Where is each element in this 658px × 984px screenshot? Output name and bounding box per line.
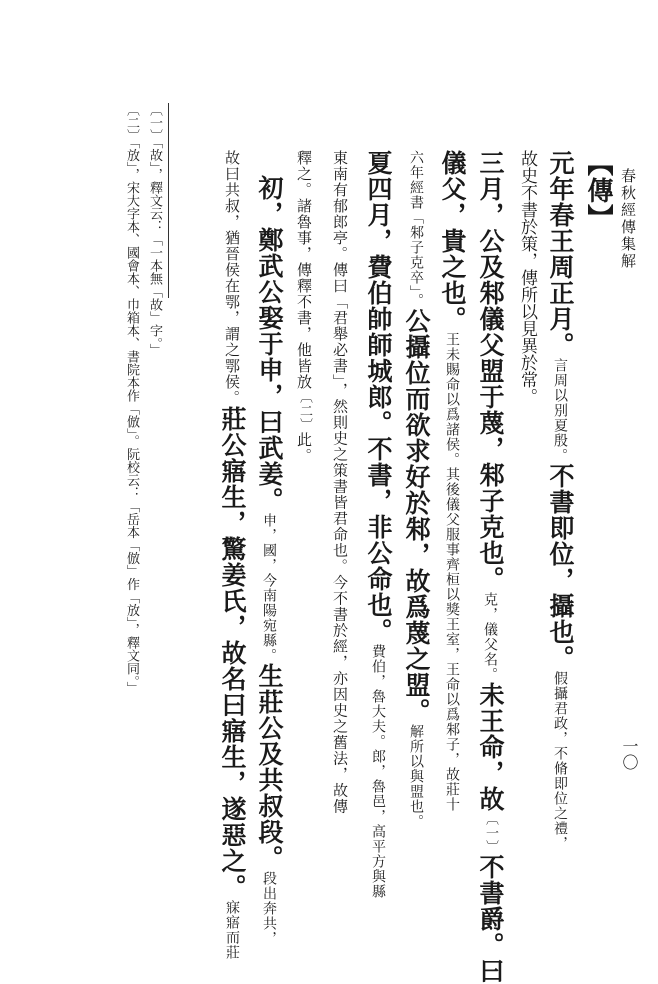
footnote-mark: 〔一〕 [483, 812, 498, 854]
running-head: 春秋經傳集解 [619, 168, 637, 270]
commentary: 申，國，今南陽宛縣。 [261, 513, 277, 663]
commentary: 故曰共叔，猶晉侯在鄂，謂之鄂侯。 [223, 150, 241, 406]
text-column-1 [546, 150, 574, 851]
text-column-2: 故史不書於策，傳所以見異於常。 [517, 150, 537, 405]
commentary: 言周以別夏殷。 [552, 358, 568, 463]
commentary: 王未賜命以爲諸侯。其後儀父服事齊桓以獎王室，王命以爲邾子，故莊十 [444, 332, 460, 812]
section-marker: 【傳】 [583, 150, 613, 231]
text-column-3 [476, 150, 504, 984]
commentary: 解所以與盟也。 [408, 724, 424, 829]
main-text: 元年春王周正月。 [546, 150, 575, 358]
footnote-divider [168, 103, 169, 298]
commentary: 段出奔共， [261, 871, 277, 946]
footnote-mark: 〔二〕 [297, 390, 312, 432]
text-column-7: 東南有郁郎亭。傳曰「君舉必書」，然則史之策書皆君命也。今不書於經，亦因史之舊法，故傳 [331, 150, 349, 815]
commentary: 費伯，魯大夫。郎，魯邑，高平方與縣 [370, 644, 386, 899]
main-text: 莊公寤生，驚姜氏，故名曰寤生，遂惡之。 [218, 406, 247, 900]
text-column-9 [255, 175, 283, 946]
commentary: 六年經書「邾子克卒」。 [408, 150, 424, 308]
text-column-6 [364, 150, 392, 899]
commentary: 此。 [295, 432, 313, 464]
footnote-1: 〔一〕「故」，釋文云：「一本無「故」字。」 [147, 103, 162, 357]
text-column-5 [402, 150, 430, 829]
commentary: 克，儀父名。 [482, 592, 498, 682]
page-number: 一〇 [620, 738, 639, 770]
main-text: 生莊公及共叔段。 [255, 663, 284, 871]
commentary: 假攝君政，不脩即位之禮， [552, 671, 568, 851]
main-text: 不書即位，攝也。 [546, 463, 575, 671]
main-text: 不書爵。曰 [476, 854, 505, 984]
text-column-4 [438, 150, 466, 812]
main-text: 三月，公及邾儀父盟于蔑，邾子克也。 [476, 150, 505, 592]
commentary: 釋之。諸魯事，傳釋不書，他皆放 [295, 150, 313, 390]
footnote-2: 〔二〕「放」，宋大字本、國會本、巾箱本、書院本作「倣」。阮校云：「岳本「倣」作「放」，釋文同。」 [124, 103, 139, 695]
main-text: 夏四月，費伯帥師城郎。不書，非公命也。 [364, 150, 393, 644]
main-text: 儀父，貴之也。 [438, 150, 467, 332]
text-column-10 [218, 150, 246, 960]
commentary: 寐寤而莊 [224, 900, 240, 960]
main-text: 初，鄭武公娶于申，曰武姜。 [255, 175, 284, 513]
text-column-8 [294, 150, 314, 464]
main-text: 未王命，故 [476, 682, 505, 812]
main-text: 公攝位而欲求好於邾，故爲蔑之盟。 [402, 308, 431, 724]
